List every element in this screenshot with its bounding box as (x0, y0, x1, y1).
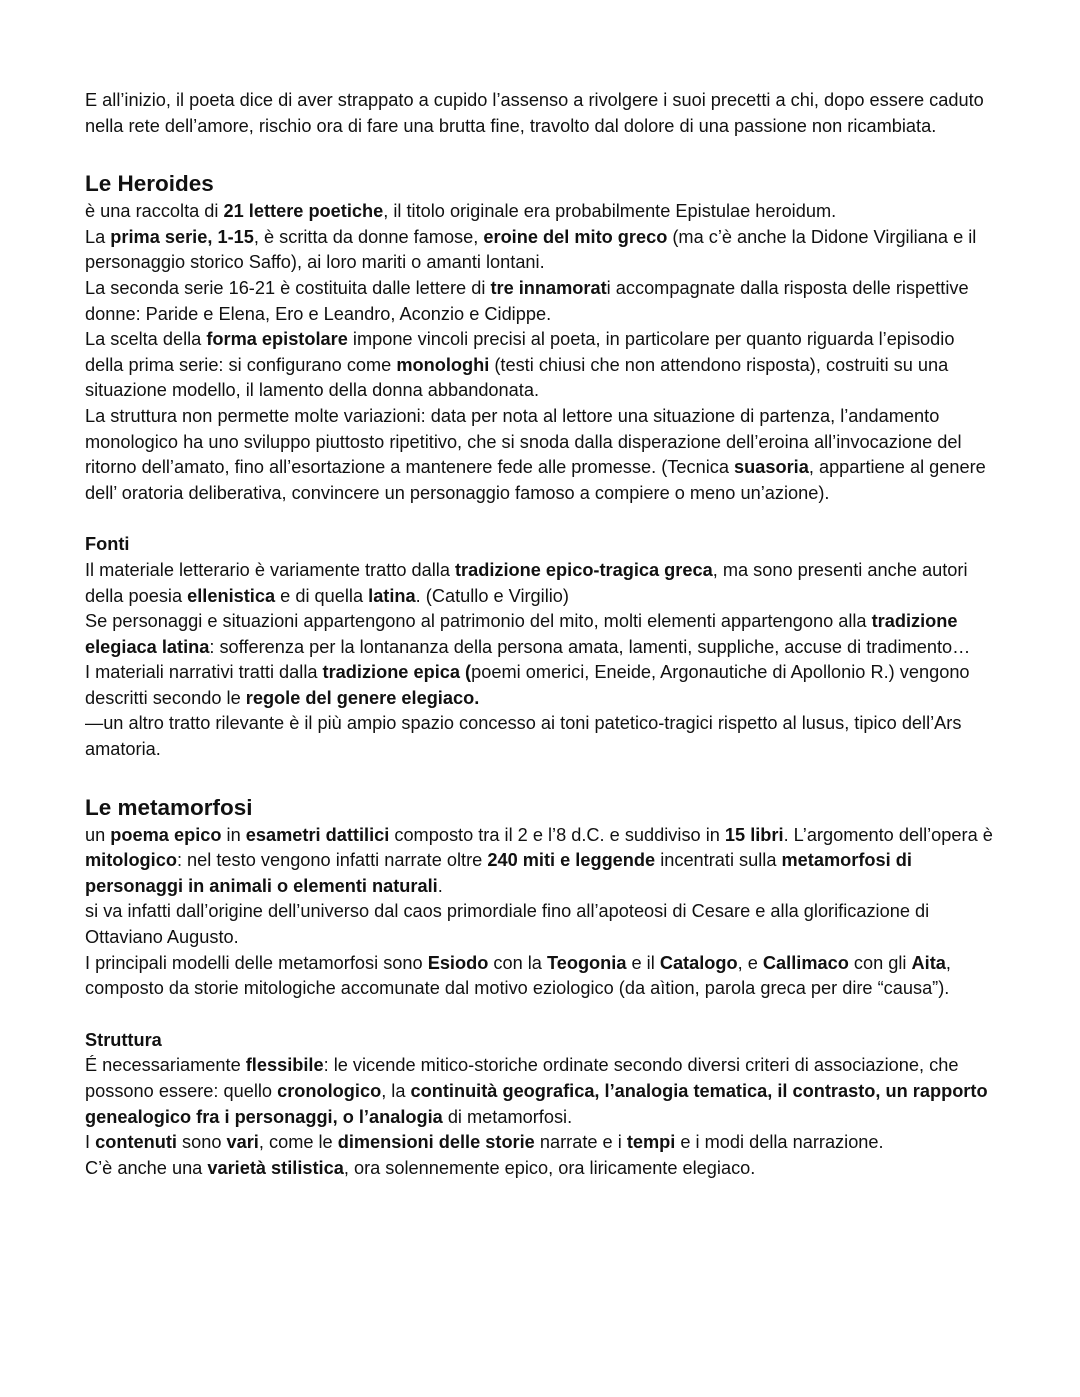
bold-text: continuità geografica, l’analogia tematica, il contrasto, un rapporto genealogico fra i personaggi, o l’analogia (85, 1081, 988, 1127)
text-run: incentrati sulla (655, 850, 782, 871)
paragraph (85, 1130, 994, 1156)
text-run: La (85, 226, 111, 247)
bold-text: 21 lettere poetiche (223, 201, 384, 222)
text-run: É necessariamente (85, 1055, 246, 1076)
text-run: La struttura non permette molte variazioni: data per nota al lettore una situazione di partenza, l’andamento monologico ha uno sviluppo piuttosto ripetitivo, che si snoda dalla disperazione dell’eroina all’invocazione del ritorno dell’amato, fino all’esortazione a mantenere fede alle promesse. (Tecnica (85, 405, 962, 478)
text-run: Il materiale letterario è variamente tratto dalla (85, 559, 455, 580)
bold-text: Teogonia (546, 952, 627, 973)
text-run: (testi chiusi che non attendono risposta), costruiti su una situazione modello, il lamento della donna abbandonata. (85, 354, 949, 401)
text-run: E all’inizio, il poeta dice di aver strappato a cupido l’assenso a rivolgere i suoi precetti a chi, dopo essere caduto nella rete dell’amore, rischio ora di fare una brutta fine, travolto dal dolore di una passione non ricambiata. (85, 90, 984, 136)
text-run: , ora solennemente epico, ora liricamente elegiaco. (343, 1157, 756, 1178)
paragraph (85, 558, 994, 609)
paragraph (85, 711, 994, 762)
fonti-body (85, 558, 994, 763)
heroides-body (85, 199, 994, 506)
bold-text: regole del genere elegiaco. (245, 687, 480, 708)
text-run: sono (176, 1132, 227, 1153)
bold-text: flessibile (245, 1055, 324, 1076)
text-run: in (221, 824, 246, 845)
text-run: : sofferenza per la lontananza della persona amata, lamenti, suppliche, accuse di tradimento… (209, 636, 971, 657)
bold-text: monologhi (396, 354, 490, 375)
text-run: , il titolo originale era probabilmente Epistulae heroidum. (383, 201, 837, 222)
paragraph (85, 899, 994, 950)
text-run: , come le (258, 1132, 338, 1153)
text-run: . L’argomento dell’opera è (783, 824, 993, 845)
struttura-heading: Struttura (85, 1029, 162, 1050)
text-run: e il (626, 952, 660, 973)
text-run: e i modi della narrazione. (675, 1132, 884, 1153)
bold-text: contenuti (95, 1132, 177, 1153)
bold-text: Esiodo (427, 952, 489, 973)
text-run: La seconda serie 16-21 è costituita dalle lettere di (85, 277, 491, 298)
metamorfosi-body (85, 823, 994, 1002)
text-run: si va infatti dall’origine dell’universo dal caos primordiale fino all’apoteosi di Cesare e alla glorificazione di Ottaviano Augusto. (85, 901, 930, 948)
text-run: C’è anche una (85, 1157, 208, 1178)
text-run: composto tra il 2 e l’8 d.C. e suddiviso in (389, 824, 725, 845)
text-run: . (437, 875, 443, 896)
text-run: (ma c’è anche la Didone Virgiliana e il personaggio storico Saffo), ai loro mariti o amanti lontani. (85, 226, 977, 273)
bold-text: 15 libri (724, 824, 784, 845)
paragraph (85, 951, 994, 1002)
paragraph (85, 609, 994, 660)
paragraph (85, 225, 994, 276)
text-run: , composto da storie mitologiche accomunate dal motivo eziologico (da aìtion, parola greca per dire “causa”). (85, 952, 951, 999)
paragraph (85, 823, 994, 900)
bold-text: tradizione epico-tragica greca (454, 559, 713, 580)
text-run: è una raccolta di (85, 201, 224, 222)
paragraph (85, 276, 994, 327)
text-run: Se personaggi e situazioni appartengono al patrimonio del mito, molti elementi appartengono alla (85, 611, 872, 632)
text-run: , appartiene al genere dell’ oratoria deliberativa, convincere un personaggio famoso a compiere o meno un’azione). (85, 457, 986, 503)
text-run: impone vincoli precisi al poeta, in particolare per quanto riguarda l’episodio della prima serie: si configurano come (85, 329, 955, 375)
bold-text: varietà stilistica (207, 1157, 344, 1178)
bold-text: tradizione elegiaca latina (85, 611, 958, 657)
text-run: poemi omerici, Eneide, Argonautiche di Apollonio R.) vengono descritti secondo le (85, 662, 970, 708)
text-run: un (85, 824, 111, 845)
bold-text: poema epico (110, 824, 222, 845)
bold-text: eroine del mito greco (483, 226, 668, 247)
text-run: di metamorfosi. (442, 1106, 573, 1127)
bold-text: vari (226, 1132, 259, 1153)
struttura-body (85, 1053, 994, 1181)
text-run: , la (381, 1081, 411, 1101)
text-run: I principali modelli delle metamorfosi sono (85, 952, 428, 973)
paragraph (85, 1156, 994, 1182)
bold-text: prima serie, 1-15 (110, 226, 254, 247)
text-run: con la (488, 952, 547, 973)
bold-text: metamorfosi di personaggi in animali o elementi naturali (85, 850, 912, 896)
paragraph (85, 660, 994, 711)
bold-text: Aita (911, 952, 946, 973)
bold-text: mitologico (85, 850, 177, 871)
text-run: , ma sono presenti anche autori della poesia (85, 559, 968, 606)
text-run: I materiali narrativi tratti dalla (85, 662, 323, 683)
paragraph (85, 1053, 994, 1130)
text-run: La scelta della (85, 329, 207, 350)
text-run: e di quella (275, 585, 369, 606)
text-run: . (Catullo e Virgilio) (415, 585, 569, 606)
paragraph (85, 327, 994, 404)
bold-text: ellenistica (187, 585, 276, 606)
bold-text: cronologico (277, 1081, 382, 1101)
text-run: —un altro tratto rilevante è il più ampio spazio concesso ai toni patetico-tragici rispetto al lusus, tipico dell’Ars amatoria. (85, 713, 962, 760)
text-run: , è scritta da donne famose, (253, 226, 484, 247)
bold-text: Callimaco (762, 952, 849, 973)
fonti-heading: Fonti (85, 534, 130, 555)
bold-text: latina (368, 585, 416, 606)
bold-text: suasoria (734, 457, 809, 478)
bold-text: forma epistolare (206, 329, 348, 350)
bold-text: 240 miti e leggende (487, 850, 656, 871)
text-run: : nel testo vengono infatti narrate oltre (176, 850, 488, 871)
text-run: con gli (848, 952, 912, 973)
bold-text: tempi (626, 1132, 676, 1153)
text-run: I (85, 1132, 96, 1153)
paragraph (85, 404, 994, 506)
bold-text: tradizione epica ( (322, 662, 472, 683)
paragraph (85, 199, 994, 225)
bold-text: tre innamorat (490, 277, 607, 298)
metamorfosi-heading: Le metamorfosi (85, 794, 253, 820)
text-run: , e (737, 952, 763, 973)
text-run: narrate e i (534, 1132, 627, 1153)
intro-paragraph (85, 88, 994, 139)
bold-text: dimensioni delle storie (337, 1132, 535, 1153)
heroides-heading: Le Heroides (85, 171, 214, 197)
bold-text: Catalogo (659, 952, 738, 973)
bold-text: esametri dattilici (245, 824, 390, 845)
text-run: : le vicende mitico-storiche ordinate secondo diversi criteri di associazione, che possono essere: quello (85, 1055, 959, 1101)
text-run: i accompagnate dalla risposta delle rispettive donne: Paride e Elena, Ero e Leandro, Aconzio e Cidippe. (85, 277, 969, 324)
